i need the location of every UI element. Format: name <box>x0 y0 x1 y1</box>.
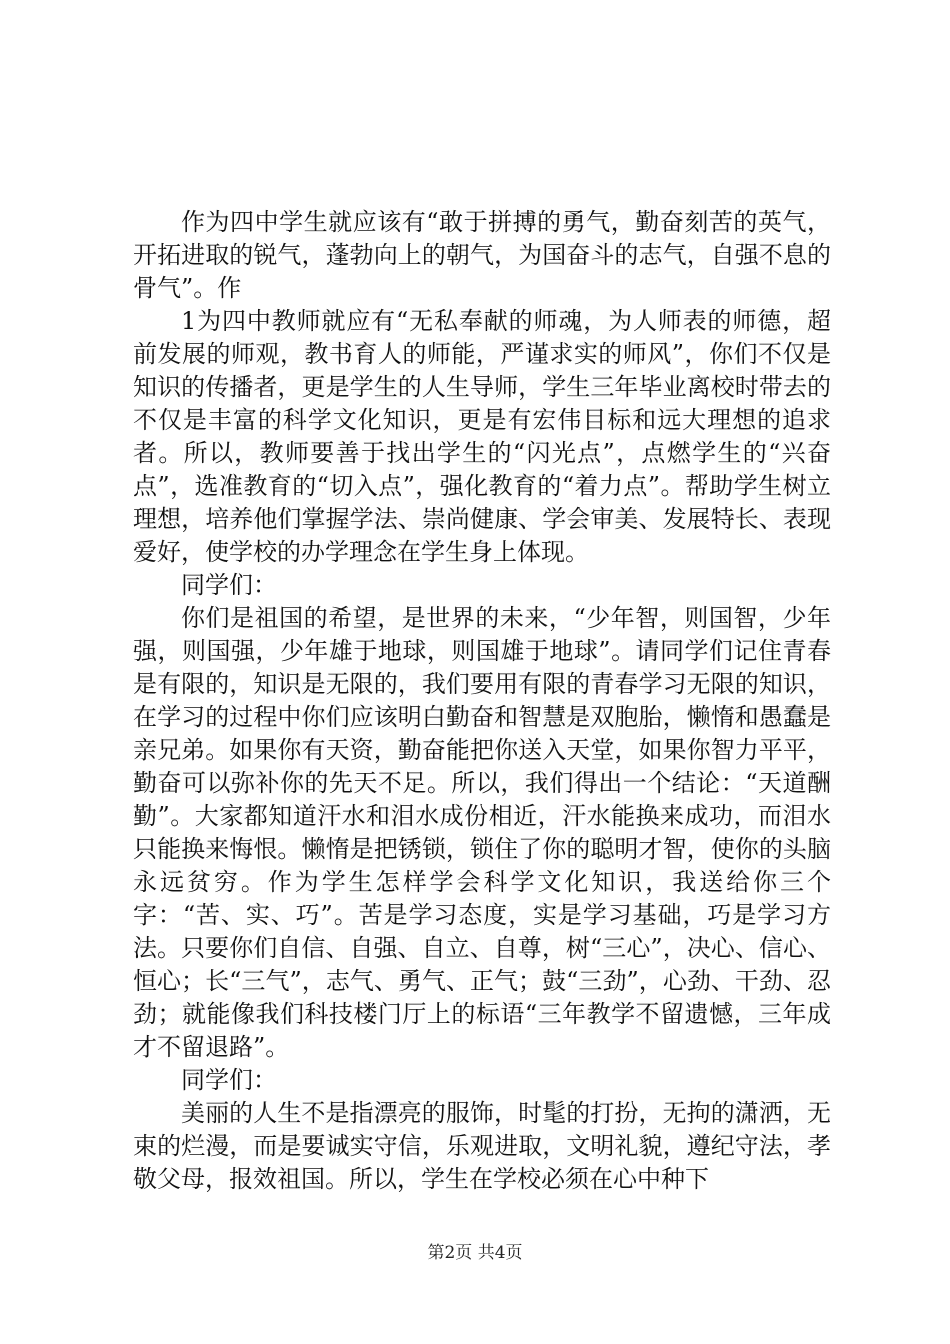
salutation: 同学们： <box>181 571 277 599</box>
page-footer: 第2页 共4页 <box>427 1243 523 1263</box>
paragraph: 你们是祖国的希望，是世界的未来，“少年智，则国智，少年强，则国强，少年雄于地球，则国雄于地球”。请同学们记住青春是有限的，知识是无限的，我们要用有限的青春学习无限的知识，在学习的过程中你们应该明白勤奋和智慧是双胞胎，懒惰和愚蠢是亲兄弟。如果你有天资，勤奋能把你送入天堂，如果你智力平平，勤奋可以弥补你的先天不足。所以，我们得出一个结论：“天道酬勤”。大家都知道汗水和泪水成份相近，汗水能换来成功，而泪水只能换来悔恨。懒惰是把锈锁，锁住了你的聪明才智，使你的头脑永远贫穷。作为学生怎样学会科学文化知识，我送给你三个字：“苦、实、巧”。苦是学习态度，实是学习基础，巧是学习方法。只要你们自信、自强、自立、自尊，树“三心”，决心、信心、恒心；长“三气”，志气、勇气、正气；鼓“三劲”，心劲、干劲、忍劲；就能像我们科技楼门厅上的标语“三年教学不留遗憾，三年成才不留退路”。 <box>133 604 831 1061</box>
paragraph: 作为四中学生就应该有“敢于拼搏的勇气，勤奋刻苦的英气，开拓进取的锐气，蓬勃向上的朝气，为国奋斗的志气，自强不息的骨气”。作 <box>133 208 831 302</box>
paragraph: 1为四中教师就应有“无私奉献的师魂，为人师表的师德，超前发展的师观，教书育人的师能，严谨求实的师风”，你们不仅是知识的传播者，更是学生的人生导师，学生三年毕业离校时带去的不仅是丰富的科学文化知识，更是有宏伟目标和远大理想的追求者。所以，教师要善于找出学生的“闪光点”，点燃学生的“兴奋点”，选准教育的“切入点”，强化教育的“着力点”。帮助学生树立理想，培养他们掌握学法、崇尚健康、学会审美、发展特长、表现爱好，使学校的办学理念在学生身上体现。 <box>133 307 831 566</box>
paragraph: 美丽的人生不是指漂亮的服饰，时髦的打扮，无拘的潇洒，无束的烂漫，而是要诚实守信，乐观进取，文明礼貌，遵纪守法，孝敬父母，报效祖国。所以，学生在学校必须在心中种下 <box>133 1099 831 1193</box>
salutation: 同学们： <box>181 1066 277 1094</box>
body-text <box>133 206 831 1196</box>
